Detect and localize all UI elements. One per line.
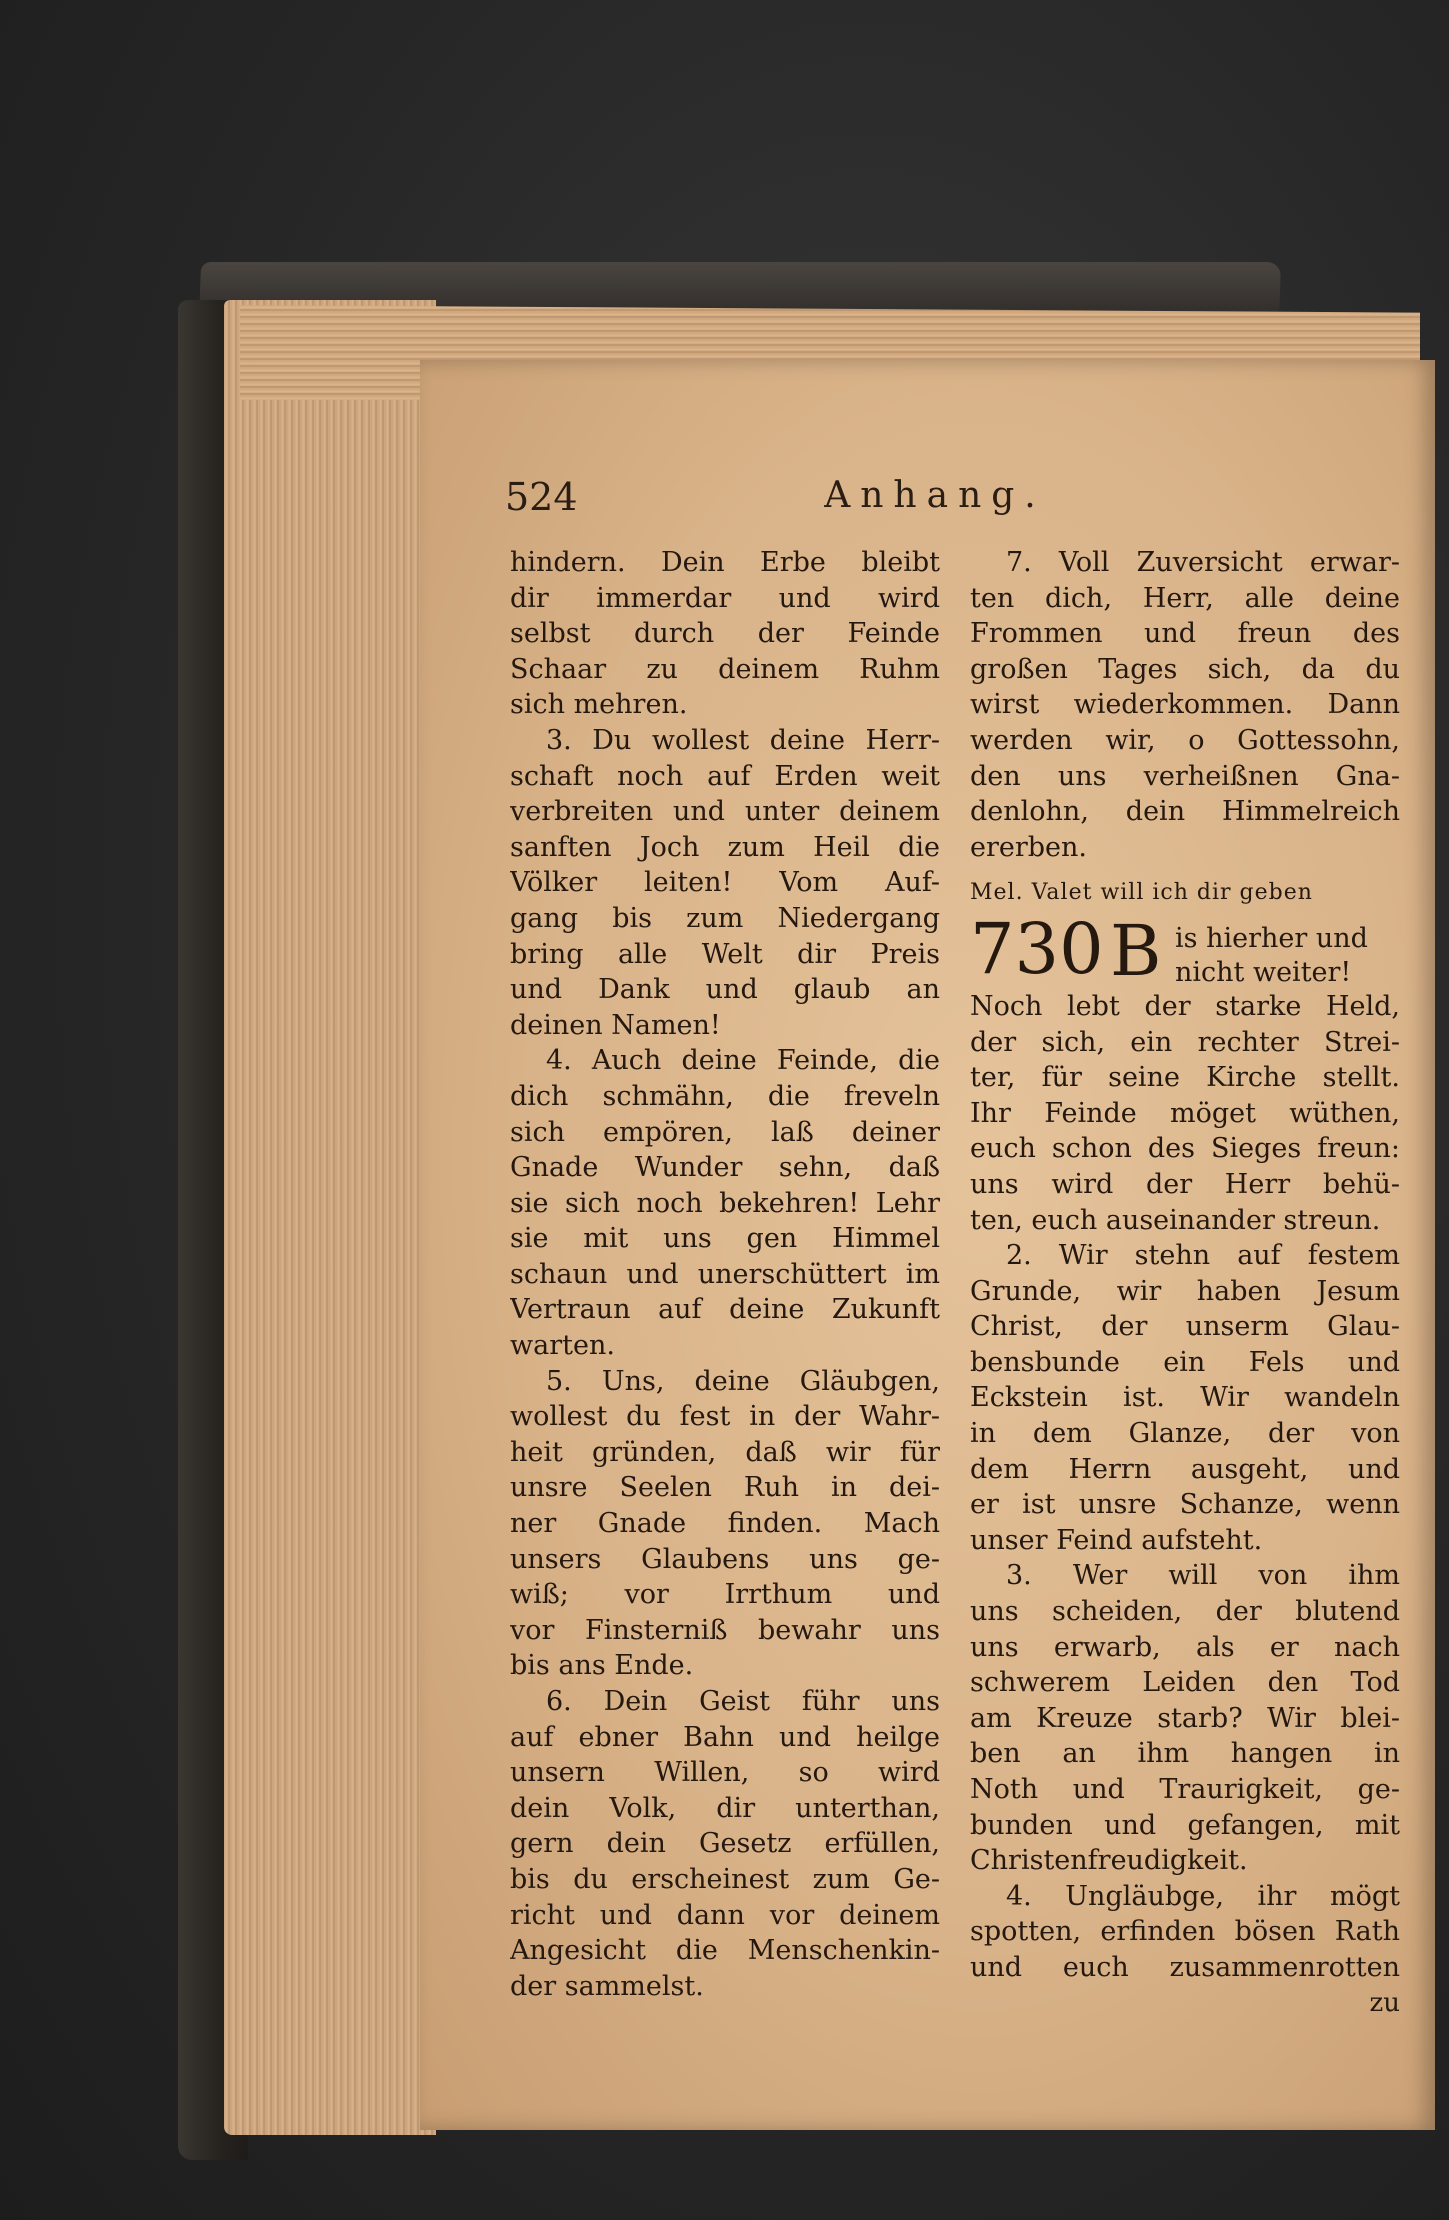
- text-line: sie sich noch bekehren! Lehr: [510, 1187, 940, 1219]
- text-line: Gnade Wunder sehn, daß: [510, 1152, 940, 1184]
- text-line: dir immerdar und wird: [510, 582, 940, 614]
- text-line: Vertraun auf deine Zukunft: [510, 1294, 940, 1326]
- text-line: wirst wiederkommen. Dann: [970, 689, 1400, 721]
- text-line: der sich, ein rechter Strei-: [970, 1026, 1400, 1058]
- text-line: unsre Seelen Ruh in dei-: [510, 1472, 940, 1504]
- text-line: sich mehren.: [510, 689, 688, 721]
- text-line: 4. Ungläubge, ihr mögt: [1006, 1880, 1400, 1912]
- text-line: uns wird der Herr behü-: [970, 1168, 1400, 1200]
- text-line: sanften Joch zum Heil die: [510, 831, 940, 863]
- text-line: schwerem Leiden den Tod: [970, 1667, 1400, 1699]
- text-line: euch schon des Sieges freun:: [970, 1133, 1400, 1165]
- text-line: richt und dann vor deinem: [510, 1899, 940, 1931]
- running-title: Anhang.: [824, 475, 1046, 516]
- text-line: warten.: [510, 1330, 615, 1362]
- text-line: wiß; vor Irrthum und: [510, 1579, 940, 1611]
- text-line: heit gründen, daß wir für: [510, 1436, 940, 1468]
- page-number: 524: [505, 475, 578, 519]
- text-line: und euch zusammenrotten: [970, 1951, 1400, 1983]
- text-line: bis du erscheinest zum Ge-: [510, 1863, 940, 1895]
- text-line: Ihr Feinde möget wüthen,: [970, 1097, 1400, 1129]
- text-line: 6. Dein Geist führ uns: [546, 1686, 940, 1717]
- text-line: Angesicht die Menschenkin-: [510, 1935, 940, 1967]
- text-line: sie mit uns gen Himmel: [510, 1223, 940, 1255]
- text-line: ner Gnade finden. Mach: [510, 1508, 940, 1540]
- text-line: Christenfreudigkeit.: [970, 1845, 1248, 1877]
- text-line: deinen Namen!: [510, 1009, 721, 1041]
- text-line: er ist unsre Schanze, wenn: [970, 1489, 1400, 1521]
- text-line: bis ans Ende.: [510, 1650, 694, 1682]
- text-line: Noch lebt der starke Held,: [970, 990, 1400, 1022]
- text-line: Grunde, wir haben Jesum: [970, 1275, 1400, 1307]
- text-line: am Kreuze starb? Wir blei-: [970, 1702, 1400, 1734]
- text-line: vor Finsterniß bewahr uns: [510, 1614, 940, 1646]
- text-line: Frommen und freun des: [970, 618, 1400, 650]
- hymn-initial-letter: B: [1110, 909, 1162, 992]
- melody-line: Mel. Valet will ich dir geben: [970, 880, 1313, 906]
- text-line: ten, euch auseinander streun.: [970, 1204, 1381, 1236]
- catchword: zu: [1369, 1987, 1400, 2018]
- text-line: verbreiten und unter deinem: [510, 796, 940, 828]
- text-line: unsers Glaubens uns ge-: [510, 1543, 940, 1575]
- text-line: 7. Voll Zuversicht erwar-: [1006, 547, 1400, 578]
- text-line: ten dich, Herr, alle deine: [970, 582, 1400, 614]
- text-line: ter, für seine Kirche stellt.: [970, 1062, 1400, 1094]
- text-line: ererben.: [970, 831, 1088, 863]
- page-header: [505, 475, 1365, 535]
- text-line: und Dank und glaub an: [510, 974, 940, 1006]
- page-block-edge: [224, 300, 436, 2135]
- text-line: schaun und unerschüttert im: [510, 1258, 940, 1290]
- text-line: der sammelst.: [510, 1970, 704, 2002]
- right-column: [970, 545, 1400, 2021]
- text-line: großen Tages sich, da du: [970, 653, 1400, 685]
- text-line: 5. Uns, deine Gläubgen,: [546, 1365, 940, 1397]
- text-line: hindern. Dein Erbe bleibt: [510, 547, 940, 578]
- text-line: bring alle Welt dir Preis: [510, 938, 940, 970]
- text-line: Christ, der unserm Glau-: [970, 1311, 1400, 1343]
- text-line: uns scheiden, der blutend: [970, 1596, 1400, 1628]
- text-line: Völker leiten! Vom Auf-: [510, 867, 940, 899]
- hymn-first-line-a: is hierher und: [1175, 922, 1368, 954]
- text-line: den uns verheißnen Gna-: [970, 760, 1400, 792]
- text-line: bunden und gefangen, mit: [970, 1809, 1400, 1841]
- text-line: dich schmähn, die freveln: [510, 1080, 940, 1112]
- text-line: selbst durch der Feinde: [510, 618, 940, 650]
- text-line: schaft noch auf Erden weit: [510, 760, 940, 792]
- text-line: spotten, erfinden bösen Rath: [970, 1916, 1400, 1948]
- text-line: sich empören, laß deiner: [510, 1116, 940, 1148]
- hymn-number: 730: [970, 907, 1104, 990]
- right-column-bottom: [970, 989, 1400, 1986]
- text-line: 3. Du wollest deine Herr-: [546, 724, 940, 756]
- text-line: unser Feind aufsteht.: [970, 1524, 1263, 1556]
- text-line: in dem Glanze, der von: [970, 1418, 1400, 1450]
- text-line: bensbunde ein Fels und: [970, 1346, 1400, 1378]
- text-line: 3. Wer will von ihm: [1006, 1560, 1400, 1592]
- text-line: gern dein Gesetz erfüllen,: [510, 1828, 940, 1860]
- right-column-top: [970, 545, 1400, 865]
- text-line: auf ebner Bahn und heilge: [510, 1721, 940, 1753]
- text-line: uns erwarb, als er nach: [970, 1631, 1400, 1663]
- text-line: dem Herrn ausgeht, und: [970, 1453, 1400, 1485]
- text-line: werden wir, o Gottessohn,: [970, 724, 1400, 756]
- text-line: ben an ihm hangen in: [970, 1738, 1400, 1770]
- left-column: [510, 545, 940, 2004]
- text-line: 4. Auch deine Feinde, die: [546, 1045, 940, 1077]
- hymn-first-line-b: nicht weiter!: [1175, 956, 1352, 988]
- text-line: gang bis zum Niedergang: [510, 902, 940, 934]
- text-line: dein Volk, dir unterthan,: [510, 1792, 940, 1824]
- text-line: Noth und Traurigkeit, ge-: [970, 1774, 1400, 1805]
- text-line: Eckstein ist. Wir wandeln: [970, 1382, 1400, 1414]
- text-line: 2. Wir stehn auf festem: [1006, 1240, 1400, 1272]
- text-line: wollest du fest in der Wahr-: [510, 1401, 940, 1433]
- text-line: denlohn, dein Himmelreich: [970, 796, 1400, 828]
- hymn-heading: [970, 907, 1400, 992]
- book-page: [420, 360, 1435, 2130]
- text-line: Schaar zu deinem Ruhm: [510, 653, 940, 685]
- text-line: unsern Willen, so wird: [510, 1757, 940, 1789]
